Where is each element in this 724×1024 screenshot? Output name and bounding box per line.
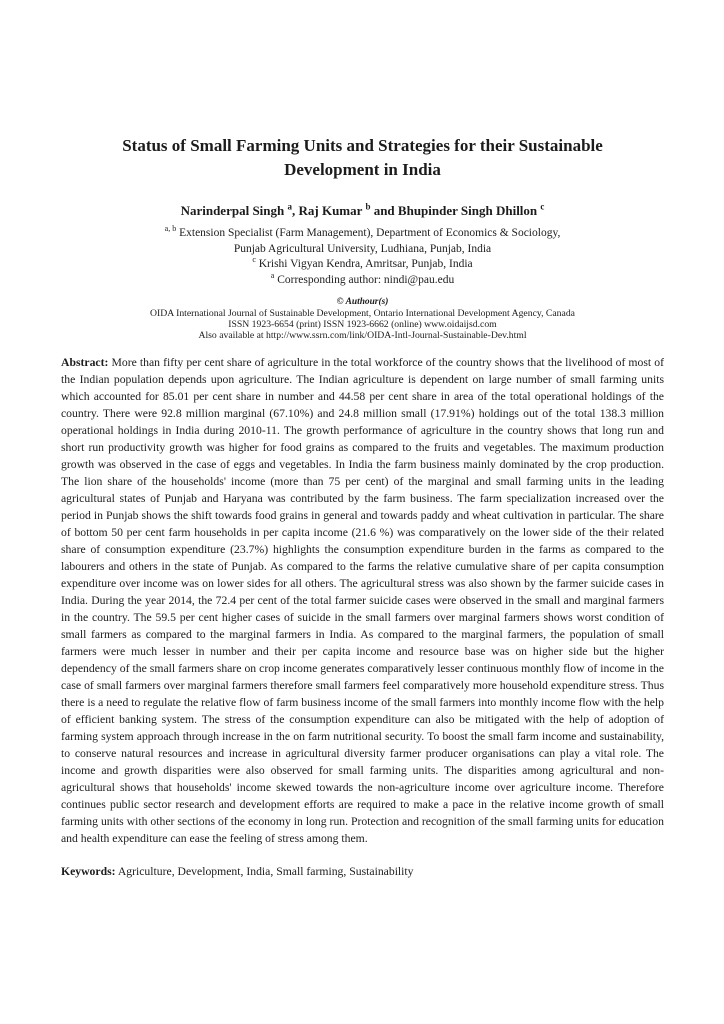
abstract-paragraph: [61, 354, 664, 847]
affiliation-line: [61, 242, 664, 258]
authors-line: [61, 203, 664, 219]
paper-title: Status of Small Farming Units and Strategies for their Sustainable Development in India: [122, 136, 603, 179]
affiliation-line: [61, 226, 664, 242]
keywords-text: Agriculture, Development, India, Small farming, Sustainability: [115, 865, 414, 878]
affiliations-block: [61, 226, 664, 288]
keywords-line: [61, 863, 664, 880]
author-name: Narinderpal Singh: [180, 203, 285, 218]
author-name: Bhupinder Singh Dhillon: [397, 203, 538, 218]
journal-issn-line: ISSN 1923-6654 (print) ISSN 1923-6662 (online) www.oidaijsd.com: [228, 319, 497, 330]
corresponding-author-text: Corresponding author: nindi@pau.edu: [274, 273, 455, 286]
author-superscript: a: [287, 201, 292, 212]
affiliation-superscript: c: [252, 255, 256, 265]
journal-publisher-line: OIDA International Journal of Sustainable Development, Ontario International Development Agency, Canada: [150, 308, 575, 319]
affiliation-line: [61, 270, 664, 289]
author-name: Raj Kumar: [298, 203, 363, 218]
author-pre: ,: [292, 203, 299, 218]
author-pre: and: [370, 203, 398, 218]
affiliation-text: Punjab Agricultural University, Ludhiana, Punjab, India: [233, 242, 492, 255]
affiliation-line: [61, 257, 664, 273]
abstract-label: Abstract:: [61, 356, 109, 369]
affiliation-superscript: a: [270, 270, 275, 280]
page-content: [61, 0, 664, 892]
journal-availability-line: Also available at http://www.ssrn.com/link/OIDA-Intl-Journal-Sustainable-Dev.html: [198, 330, 527, 341]
journal-block: [61, 297, 664, 341]
author-superscript: c: [540, 201, 545, 212]
copyright-notice: © Authour(s): [336, 297, 389, 307]
keywords-label: Keywords:: [61, 865, 116, 878]
affiliation-superscript: a, b: [164, 224, 177, 234]
author-superscript: b: [365, 201, 371, 212]
affiliation-text: Extension Specialist (Farm Management), Department of Economics & Sociology,: [176, 227, 561, 239]
abstract-text: More than fifty per cent share of agriculture in the total workforce of the country shows that the livelihood of most of the Indian population depends upon agriculture. The Indian agriculture is dependent on large number of small farming units which accounted for 85.01 per cent share in number and 44.58 per cent share in area of the total operational holdings of the country. There were 92.8 million marginal (67.10%) and 24.8 million small (17.91%) holdings out of the total 138.3 million operational holdings in India during 2010-11. The growth performance of agriculture in the country shows that long run and short run productivity growth was higher for food grains as compared to the fruits and vegetables. The maximum production growth was observed in the case of eggs and vegetables. In India the farm business mainly dominated by the crop production. The lion share of the households' income (more than 75 per cent) of the marginal and small farming units in the leading agricultural states of Punjab and Haryana was contributed by the farm business. The farm specialization increased over the period in Punjab shows the shift towards food grains in general and towards paddy and wheat cultivation in particular. The share of bottom 50 per cent farm households in per capita income (21.6 %) was comparatively on the lower side of the their related share of consumption expenditure (23.7%) highlights the consumption expenditure burden in the farms as compared to the labourers and others in the state of Punjab. As compared to the farms the relative cumulative share of per capita consumption expenditure over income was on lower sides for all others. The agricultural stress was also shown by the farmer suicide cases in India. During the year 2014, the 72.4 per cent of the total farmer suicide cases were observed in the small and marginal farmers in the country. The 59.5 per cent higher cases of suicide in the small farmers over marginal farmers shows worst condition of small farmers as compared to the marginal farmers in India. As compared to the marginal farmers, the population of small farmers were much lesser in number and their per capita income and resource base was on higher side but the higher dependency of the small farmers share on crop income generates comparatively lesser continuous monthly flow of income in the case of small farmers over marginal farmers therefore small farmers feel comparatively more household expenditure stress. Thus there is a need to regulate the relative flow of farm business income of the small farmers into monthly income flow with the help of efficient banking system. The stress of the consumption expenditure can also be mitigated with the help of adoption of farming system approach through increase in the on farm nutritional security. To boost the small farm income and sustainability, to conserve natural resources and increase in agricultural diversity farmer producer organisations can play a vital role. The income and growth disparities were also observed for small farming units. The disparities among agricultural and non-agricultural shows that households' income skewed towards the non-agriculture income over agriculture income. Therefore continues public sector research and development efforts are required to make a pace in the relative income growth of small farming units with other sections of the economy in long run. Protection and recognition of the small farming units for education and health expenditure can ease the feeling of stress among them.: [61, 356, 664, 845]
affiliation-text: Krishi Vigyan Kendra, Amritsar, Punjab, India: [255, 258, 473, 270]
